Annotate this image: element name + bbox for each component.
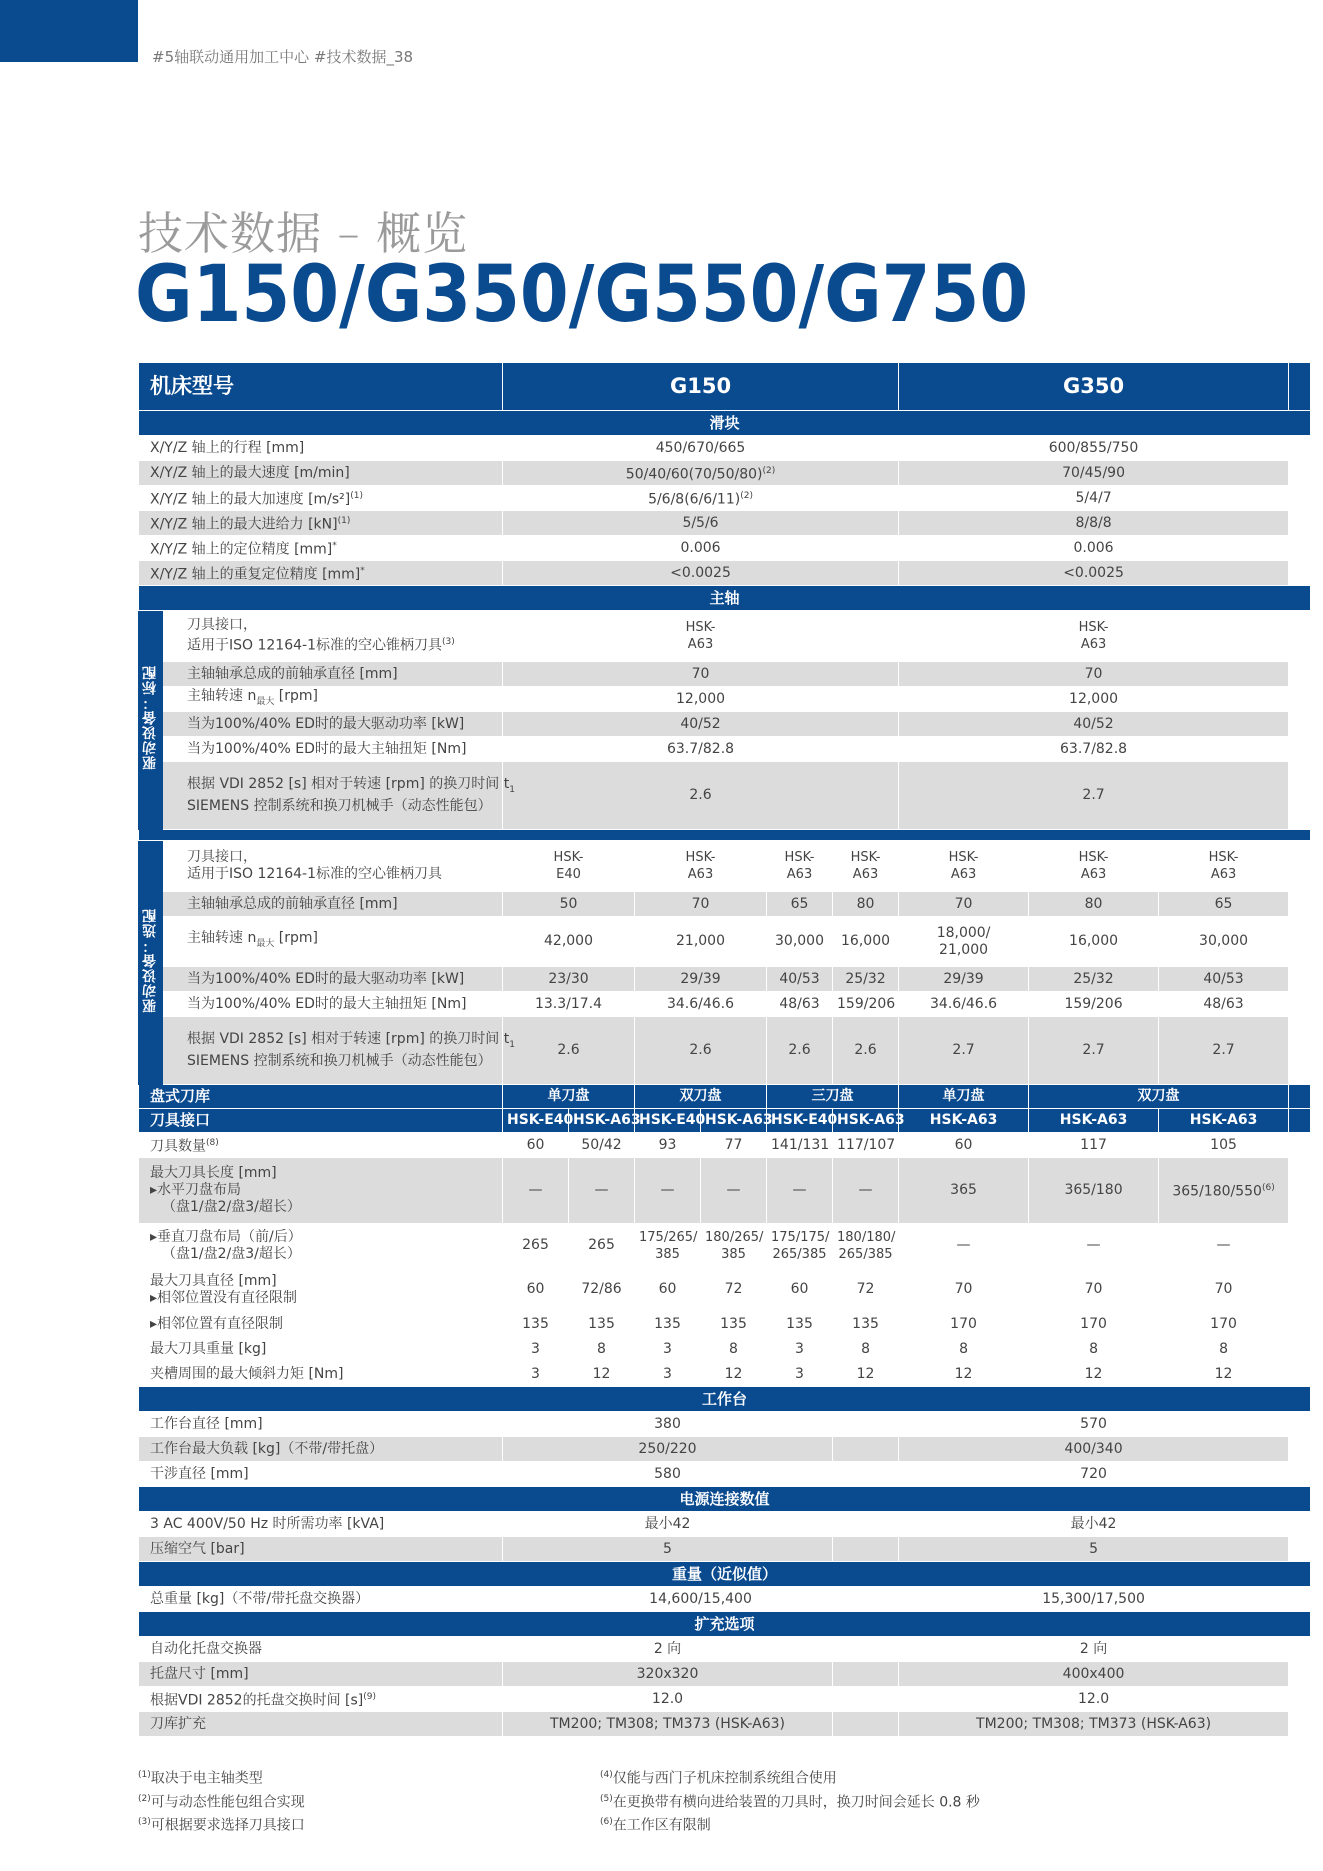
- table-row: X/Y/Z 轴上的最大进给力 [kN]$^{(1)}$ 5/5/6 8/8/8: [139, 511, 1311, 536]
- section-table: 工作台: [139, 1387, 1311, 1412]
- table-row: X/Y/Z 轴上的最大速度 [m/min] $50/40/60(70/50/80)^{(2)}$ 70/45/90: [139, 461, 1311, 486]
- table-row: 最大刀具长度 [mm] ▸水平刀盘布局 （盘1/盘2/盘3/超长） — — — — — — 365 365/180 365/180/550$^{(6)}$: [139, 1158, 1311, 1224]
- vbar-optional: 驱动设备：选配: [139, 841, 163, 1085]
- header-g350: G350: [899, 363, 1289, 411]
- footnote-3: $^{(3)}$可根据要求选择刀具接口: [138, 1817, 305, 1834]
- table-row: 主轴转速 $n_{最大}$ [rpm] 42,000 21,000 30,000 16,000 18,000/ 21,000 16,000 30,000: [139, 917, 1311, 967]
- section-extensions: 扩充选项: [139, 1612, 1311, 1637]
- table-row: 刀具数量$^{(8)}$ 60 50/42 93 77 141/131 117/107 60 117 105: [139, 1133, 1311, 1158]
- footnote-6: $^{(6)}$在工作区有限制: [600, 1817, 711, 1834]
- table-row: 总重量 [kg]（不带/带托盘交换器） 14,600/15,400 15,300/17,500: [139, 1587, 1311, 1612]
- table-row: X/Y/Z 轴上的重复定位精度 [mm]* <0.0025 <0.0025: [139, 561, 1311, 586]
- header-model: 机床型号: [139, 363, 503, 411]
- footnote-4: $^{(4)}$仅能与西门子机床控制系统组合使用: [600, 1770, 837, 1787]
- table-row: 当为100%/40% ED时的最大主轴扭矩 [Nm] 13.3/17.4 34.6/46.6 48/63 159/206 34.6/46.6 159/206 48/63: [139, 992, 1311, 1017]
- table-row: X/Y/Z 轴上的行程 [mm] 450/670/665 600/855/750: [139, 436, 1311, 461]
- table-row: 刀库扩充 TM200; TM308; TM373 (HSK-A63) TM200; TM308; TM373 (HSK-A63): [139, 1712, 1311, 1737]
- table-row: 驱动设备：标配 刀具接口， 适用于ISO 12164-1标准的空心锥柄刀具$^{(3)}$ HSK- A63 HSK- A63: [139, 611, 1311, 662]
- corner-block: [0, 0, 138, 62]
- vbar-standard: 驱动设备：标配: [139, 611, 163, 830]
- table-row: 工作台直径 [mm] 380 570: [139, 1412, 1311, 1437]
- table-row: 3 AC 400V/50 Hz 时所需功率 [kVA] 最小42 最小42: [139, 1512, 1311, 1537]
- table-row: 当为100%/40% ED时的最大驱动功率 [kW] 40/52 40/52: [139, 712, 1311, 737]
- section-magazine: 盘式刀库: [139, 1085, 503, 1109]
- footnotes-left: [138, 1765, 305, 1836]
- section-weight: 重量（近似值）: [139, 1562, 1311, 1587]
- footnote-1: $^{(1)}$取决于电主轴类型: [138, 1770, 263, 1787]
- spec-table: 机床型号 G150 G350 滑块 X/Y/Z 轴上的行程 [mm] 450/670/665 600/855/750 X/Y/Z 轴上的最大速度 [m/min] $50/40/60(70/50/80)^{(2)}$ 70/45/90 X/Y/Z 轴上的最大加速度 $[m/s^2]^{(1)}$ $5/6/8(6/6/11)^{(2)}$ 5/4/7 X/Y/Z 轴上的最大进给力 [kN]$^{(1)}$ 5/5/6 8/8/8 X/Y/Z 轴上的定位精度 [mm]* 0.006 0.006 X/Y/Z 轴上的重复定位精度 [mm]* <0.0025 <0.0025 主轴 驱动设备：标配 刀具接口， 适用于ISO 12164-1标准的空心锥柄刀具$^{(3)}$ HSK- A63 HSK- A63 主轴轴承总成的前轴承直径 [mm] 70 70 主轴转速 $n_{最大}$ [rpm] 12,000 12,000 当为100%/40% ED时的最大驱动功率 [kW] 40/52 40/52 当为100%/40% ED时的最大主轴扭矩 [Nm] 63.7/82.8 63.7/82.8 根据 VDI 2852 [s] 相对于转速 [rpm] 的换刀时间 $t_1$ SIEMENS 控制系统和换刀机械手（动态性能包） 2.6 2.7 驱动设备：选配 刀具接口， 适用于ISO 12164-1标准的空心锥柄刀具 HSK- E40 HSK- A63 HSK- A63 HSK- A63 HSK- A63 HSK- A63 HSK- A63 主轴轴承总成的前轴承直径 [mm] 50 70 65 80 70 80 65 主轴转速 $n_{最大}$ [rpm] 42,000 21,000 30,000 16,000 18,000/ 21,000 16,000 30,000 当为100%/40% ED时的最大驱动功率 [kW] 23/30 29/39 40/53 25/32 29/39 25/32 40/53 当为100%/40% ED时的最大主轴扭矩 [Nm] 13.3/17.4 34.6/46.6 48/63 159/206 34.6/46.6 159/206 48/63 根据 VDI 2852 [s] 相对于转速 [rpm] 的换刀时间 $t_1$ SIEMENS 控制系统和换刀机械手（动态性能包） 2.6 2.6 2.6 2.6 2.7 2.7 2.7 盘式刀库 单刀盘 双刀盘 三刀盘 单刀盘 双刀盘 刀具接口 HSK-E40 HSK-A63 HSK-E40 HSK-A63 HSK-E40 HSK-A63 HSK-A63 HSK-A63 HSK-A63 刀具数量$^{(8)}$ 60 50/42 93 77 141/131 117/107 60 117 105 最大刀具长度 [mm] ▸水平刀盘布局 （盘1/盘2/盘3/超长） — — — — — — 365 365/180 365/180/550$^{(6)}$ ▸垂直刀盘布局（前/后） （盘1/盘2/盘3/超长） 265 265 175/265/ 385 180/265/ 385 175/175/ 265/385 180/180/ 265/385 — — — 最大刀具直径 [mm] ▸相邻位置没有直径限制 60 72/86 60 72 60 72 70 70 70 ▸相邻位置有直径限制 135 135 135 135 135 135 170 170 170 最大刀具重量 [kg] 3 8 3 8 3 8 8 8 8 夹槽周围的最大倾斜力矩 [Nm] 3 12 3 12 3 12 12 12 12 工作台 工作台直径 [mm] 380 570 工作台最大负载 [kg]（不带/带托盘） 250/220 400/340 干涉直径 [mm] 580 720 电源连接数值 3 AC 400V/50 Hz 时所需功率 [kVA] 最小42 最小42 压缩空气 [bar] 5 5 重量（近似值） 总重量 [kg]（不带/带托盘交换器） 14,600/15,400 15,300/17,500 扩充选项 自动化托盘交换器 2 向 2 向 托盘尺寸 [mm] 320x320 400x400 根据VDI 2852的托盘交换时间 $[s]^{(9)}$ 12.0 12.0 刀库扩充 TM200; TM308; TM373 (HSK-A63) TM200; TM308; TM373 (HSK-A63): [138, 362, 1311, 1737]
- footnotes-right: [600, 1765, 980, 1836]
- section-spindle: 主轴: [139, 586, 1311, 611]
- section-slide: 滑块: [139, 411, 1311, 436]
- table-row: ▸相邻位置有直径限制 135 135 135 135 135 135 170 170 170: [139, 1312, 1311, 1337]
- breadcrumb: #5轴联动通用加工中心 #技术数据_38: [152, 48, 414, 66]
- header-g150: G150: [503, 363, 899, 411]
- table-row: 主轴转速 $n_{最大}$ [rpm] 12,000 12,000: [139, 687, 1311, 712]
- section-power: 电源连接数值: [139, 1487, 1311, 1512]
- table-row: 最大刀具直径 [mm] ▸相邻位置没有直径限制 60 72/86 60 72 60 72 70 70 70: [139, 1268, 1311, 1312]
- table-row: 工作台最大负载 [kg]（不带/带托盘） 250/220 400/340: [139, 1437, 1311, 1462]
- page-subtitle: 技术数据 – 概览: [138, 207, 469, 260]
- table-row: 驱动设备：选配 刀具接口， 适用于ISO 12164-1标准的空心锥柄刀具 HSK- E40 HSK- A63 HSK- A63 HSK- A63 HSK- A63 HSK- A63 HSK- A63: [139, 841, 1311, 892]
- table-row: 根据VDI 2852的托盘交换时间 $[s]^{(9)}$ 12.0 12.0: [139, 1687, 1311, 1712]
- table-row: 当为100%/40% ED时的最大驱动功率 [kW] 23/30 29/39 40/53 25/32 29/39 25/32 40/53: [139, 967, 1311, 992]
- footnote-2: $^{(2)}$可与动态性能包组合实现: [138, 1793, 305, 1811]
- table-row: X/Y/Z 轴上的最大加速度 $[m/s^2]^{(1)}$ $5/6/8(6/6/11)^{(2)}$ 5/4/7: [139, 486, 1311, 511]
- section-tool-interface: 刀具接口: [139, 1109, 503, 1133]
- table-row: 主轴轴承总成的前轴承直径 [mm] 70 70: [139, 662, 1311, 687]
- table-row: 托盘尺寸 [mm] 320x320 400x400: [139, 1662, 1311, 1687]
- table-row: X/Y/Z 轴上的定位精度 [mm]* 0.006 0.006: [139, 536, 1311, 561]
- table-row: 根据 VDI 2852 [s] 相对于转速 [rpm] 的换刀时间 $t_1$ SIEMENS 控制系统和换刀机械手（动态性能包） 2.6 2.7: [139, 762, 1311, 830]
- table-row: 当为100%/40% ED时的最大主轴扭矩 [Nm] 63.7/82.8 63.7/82.8: [139, 737, 1311, 762]
- footnote-5: $^{(5)}$在更换带有横向进给装置的刀具时，换刀时间会延长 0.8 秒: [600, 1793, 980, 1811]
- table-row: 夹槽周围的最大倾斜力矩 [Nm] 3 12 3 12 3 12 12 12 12: [139, 1362, 1311, 1387]
- table-row: 最大刀具重量 [kg] 3 8 3 8 3 8 8 8 8: [139, 1337, 1311, 1362]
- table-row: 压缩空气 [bar] 5 5: [139, 1537, 1311, 1562]
- table-row: 根据 VDI 2852 [s] 相对于转速 [rpm] 的换刀时间 $t_1$ SIEMENS 控制系统和换刀机械手（动态性能包） 2.6 2.6 2.6 2.6 2.7 2.7 2.7: [139, 1017, 1311, 1085]
- table-row: 主轴轴承总成的前轴承直径 [mm] 50 70 65 80 70 80 65: [139, 892, 1311, 917]
- table-row: 干涉直径 [mm] 580 720: [139, 1462, 1311, 1487]
- table-row: ▸垂直刀盘布局（前/后） （盘1/盘2/盘3/超长） 265 265 175/265/ 385 180/265/ 385 175/175/ 265/385 180/180/ 265/385 — — —: [139, 1224, 1311, 1268]
- table-row: 自动化托盘交换器 2 向 2 向: [139, 1637, 1311, 1662]
- page-title: G150/G350/G550/G750: [135, 250, 1029, 340]
